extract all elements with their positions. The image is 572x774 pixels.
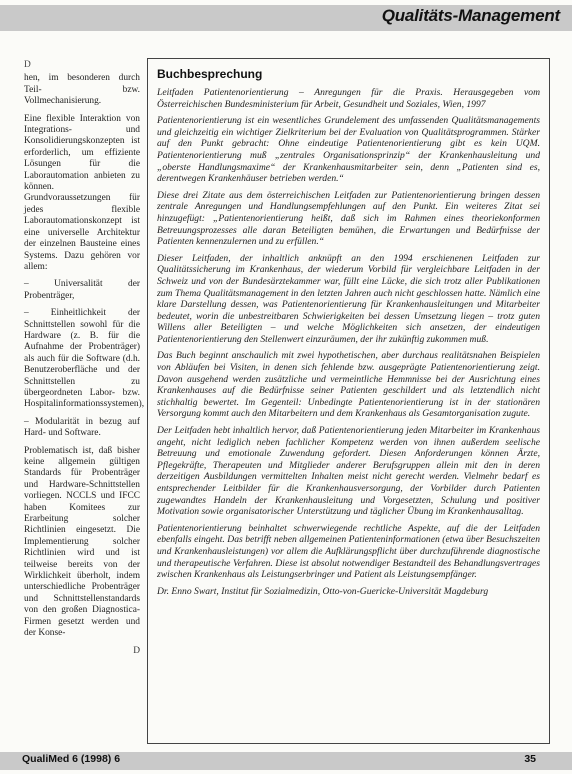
column-marker: D: [24, 60, 31, 70]
body-paragraph: hen, im besonderen durch Teil- bzw. Vollmechanisierung.: [24, 73, 140, 107]
book-review-box: [147, 58, 550, 744]
footer-bar: [0, 752, 572, 770]
continued-marker: D: [133, 645, 140, 656]
review-author: Dr. Enno Swart, Institut für Sozialmedizin, Otto-von-Guericke-Universität Magdeburg: [157, 585, 489, 597]
review-paragraph: Patientenorientierung ist ein wesentliches Grundelement des umfassenden Qualitätsmanagements und gleichzeitig ein wichtiger Zielkriterium bei der Evaluation von Qualitätsprogrammen. Stärker auf den Punkt gebracht: Ohne eindeutige Patientenorientierung gibt es kein UQM. Patientenorientierung muß „zentrales Organisationsprinzip“ der Krankenhausleitung und „oberste Handlungsmaxime“ der Krankenhausmitarbeiter sein, denn „Patienten sind es, derentwegen Krankenhäuser betrieben werden.“: [157, 115, 540, 185]
review-paragraph: Diese drei Zitate aus dem österreichischen Leitfaden zur Patientenorientierung bringen dessen zentrale Anregungen und Handlungsempfehlungen auf den Punkt. Ein weiteres Zitat sei hinzugefügt: „Patientenorientierung heißt, daß sich im Rahmen eines theoriekonformen Betreuungsprozesses alle daran Beteiligten bemühen, die Erwartungen und Bedürfnisse der Patienten kennenzulernen und zu erfüllen.“: [157, 189, 540, 248]
review-paragraph: Der Leitfaden hebt inhaltlich hervor, daß Patientenorientierung jeden Mitarbeiter im Krankenhaus angeht, nicht lediglich neben fachlicher Kompetenz werden von ihnen außerdem seelische Betreuung und emotionale Zuwendung gefordert. Diesen Anforderungen können Ärzte, Pflegekräfte, Therapeuten und Mitglieder anderer Berufsgruppen allein mit den in deren derzeitigen Ausbildungen vermittelten Inhalten meist nicht gerecht werden. Vielmehr bedarf es entsprechender Leitbilder für die Krankenhausversorgung, der Vorbilder durch Patienten zugewandtes Handeln der Krankenhausleitung und Vorgesetzten, Schulung und positiver Motivation sowie organisatorischer Unterstützung und täglicher Übung im Krankenhausalltag.: [157, 425, 540, 518]
body-paragraph: Eine flexible Interaktion von Integrations- und Konsolidierungskonzepten ist erforderlich, um effiziente Lösungen für die Laborautomation anbieten zu können. Grundvoraussetzungen für jedes flexible Laborautomationskonzept ist eine universelle Architektur der einzelnen Bausteine eines Systems. Dazu gehören vor allem:: [24, 113, 140, 272]
review-paragraph: Patientenorientierung beinhaltet schwerwiegende rechtliche Aspekte, auf die der Leitfaden ebenfalls eingeht. Das betrifft neben allgemeinen Patienteninformationen (etwa über Besuchszeiten und Krankenhausleistungen) vor allem die Aufklärungspflicht über durchzuführende diagnostische und therapeutische Verfahren. Diese ist absolut notwendiger Bestandteil des Behandlungsvertrages zwischen Krankenhaus als Leistungserbringer und Patient als Leistungsempfänger.: [157, 522, 540, 581]
left-column: [24, 60, 145, 657]
header-bar: [0, 5, 572, 31]
body-paragraph: Problematisch ist, daß bisher keine allgemein gültigen Standards für Probenträger und Hardware-Schnittstellen vorliegen. NCCLS und IFCC haben Komitees zur Erarbeitung solcher Richtlinien eingesetzt. Die Implementierung solcher Richtlinien wird und ist teilweise bereits von der Wirklichkeit überholt, indem unterschiedliche Probenträger und Schnittstellenstandards von den großen Diagnostica-Firmen gesetzt werden und der Konse-: [24, 445, 140, 639]
review-paragraph: Dieser Leitfaden, der inhaltlich anknüpft an den 1994 erschienenen Leitfaden zur Qualitätssicherung im Krankenhaus, der wiederum Vorbild für vergleichbare Leitfaden in der Schweiz und von der Bundesärztekammer war, füllt eine Lücke, die sich trotz aller Publikationen zum Thema Qualitätsmanagement in den letzten Jahren auch nicht geschlossen hatte. Nämlich eine klare Darstellung dessen, was Patientenorientierung für Krankenhausleitungen und Mitarbeiter bedeutet, worin die unbestreitbaren Schwierigkeiten bei dessen Umsetzung liegen – trotz guten Willens aller Beteiligten – und welche Möglichkeiten sich ansetzen, der eindeutigen Patientenorientierung den Stellenwert einzuräumen, der ihr zukünftig zukommen muß.: [157, 252, 540, 345]
review-paragraph: Das Buch beginnt anschaulich mit zwei hypothetischen, aber durchaus realitätsnahen Beispielen von Abläufen bei Visiten, in denen sich fehlende bzw. ausgeprägte Patientenorientierung zeigt. Davon ausgehend werden zusätzliche und vermeintliche Hemmnisse bei der Ausrichtung eines Krankenhauses auf die Bedürfnisse seiner Patienten geschildert und als letztendlich nicht stichhaltig bewertet. Im Gegenteil: Unbedingte Patientenorientierung ist in der stationären Versorgung kommt auch den Mitarbeitern und dem Krankenhaus als Gesamtorganisation zugute.: [157, 350, 540, 420]
section-title: Qualitäts-Management: [381, 6, 560, 25]
journal-citation: QualiMed 6 (1998) 6: [22, 753, 121, 765]
list-item: – Universalität der Probenträger,: [24, 279, 140, 301]
review-heading: Buchbesprechung: [157, 67, 263, 81]
page-number: 35: [524, 753, 536, 765]
review-citation: Leitfaden Patientenorientierung – Anregungen für die Praxis. Herausgegeben vom Österreichischen Bundesministerium für Arbeit, Gesundheit und Soziales, Wien, 1997: [157, 87, 540, 110]
list-item: – Modularität in bezug auf Hard- und Software.: [24, 416, 140, 439]
list-item: – Einheitlichkeit der Schnittstellen sowohl für die Hardware (z. B. für die Aufnahme der Probenträger) als auch für die Software (d.h. Benutzeroberfläche und der Schnittstellen zu übergeordneten Labor- bzw. Hospitalinformationssystemen),: [24, 308, 145, 410]
